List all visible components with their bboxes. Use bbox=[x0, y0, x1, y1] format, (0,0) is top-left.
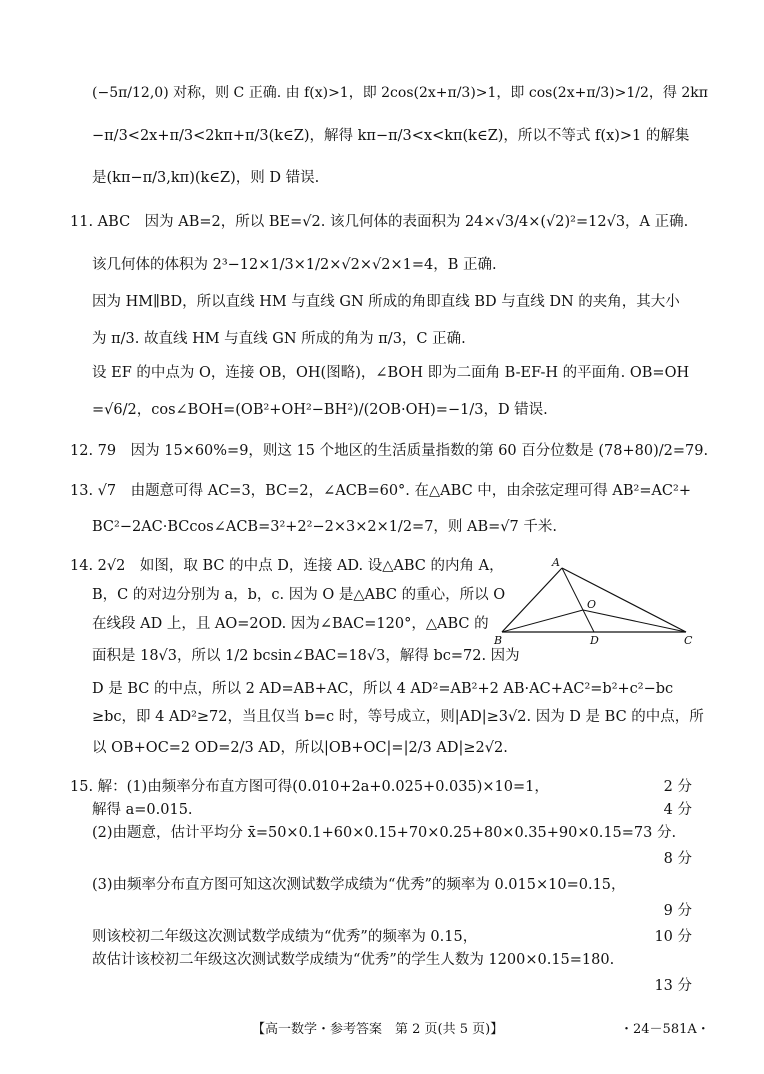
text-line: 在线段 AD 上，且 AO=2OD. 因为∠BAC=120°，△ABC 的 bbox=[92, 616, 489, 632]
text-line: 13. √7 由题意可得 AC=3，BC=2，∠ACB=60°. 在△ABC 中，由余弦定理可得 AB²=AC²+ bbox=[70, 483, 691, 499]
text-line: BC²−2AC·BCcos∠ACB=3²+2²−2×3×2×1/2=7，则 AB=√7 千米. bbox=[92, 519, 557, 535]
edge-ac bbox=[562, 568, 686, 632]
footer-code: ・24－581A・ bbox=[620, 1022, 710, 1037]
score-mark: 8 分 bbox=[663, 851, 692, 867]
score-mark: 2 分 bbox=[663, 779, 692, 795]
text-line: 以 OB+OC=2 OD=2/3 AD，所以|OB+OC|=|2/3 AD|≥2√2. bbox=[92, 740, 508, 756]
text-line: 11. ABC 因为 AB=2，所以 BE=√2. 该几何体的表面积为 24×√3/4×(√2)²=12√3，A 正确. bbox=[70, 214, 689, 230]
text-line: 该几何体的体积为 2³−12×1/3×1/2×√2×√2×1=4，B 正确. bbox=[92, 257, 497, 273]
text-line: B，C 的对边分别为 a，b，c. 因为 O 是△ABC 的重心，所以 O bbox=[92, 587, 506, 603]
text-line: 为 π/3. 故直线 HM 与直线 GN 所成的角为 π/3，C 正确. bbox=[92, 331, 466, 347]
score-mark: 9 分 bbox=[663, 903, 692, 919]
score-mark: 10 分 bbox=[654, 929, 692, 945]
label-d: D bbox=[590, 634, 599, 647]
text-line: (3)由频率分布直方图可知这次测试数学成绩为“优秀”的频率为 0.015×10=0.15， bbox=[92, 877, 626, 893]
segment-oc bbox=[583, 610, 686, 632]
text-line: 14. 2√2 如图，取 BC 的中点 D，连接 AD. 设△ABC 的内角 A， bbox=[70, 558, 504, 574]
text-line: 故估计该校初二年级这次测试数学成绩为“优秀”的学生人数为 1200×0.15=180. bbox=[92, 952, 615, 968]
text-line: (2)由题意，估计平均分 x̄=50×0.1+60×0.15+70×0.25+80×0.35+90×0.15=73 分. bbox=[92, 825, 677, 841]
label-a: A bbox=[552, 556, 560, 569]
text-line: 设 EF 的中点为 O，连接 OB，OH(图略)，∠BOH 即为二面角 B-EF-H 的平面角. OB=OH bbox=[92, 365, 690, 381]
edge-ab bbox=[502, 568, 562, 632]
text-line: −π/3<2x+π/3<2kπ+π/3(k∈Z)，解得 kπ−π/3<x<kπ(k∈Z)，所以不等式 f(x)>1 的解集 bbox=[92, 128, 690, 144]
text-line: 解得 a=0.015. bbox=[92, 802, 193, 818]
triangle-diagram bbox=[490, 556, 700, 648]
text-line: 则该校初二年级这次测试数学成绩为“优秀”的频率为 0.15， bbox=[92, 929, 478, 945]
text-line: 15. 解：(1)由频率分布直方图可得(0.010+2a+0.025+0.035)×10=1， bbox=[70, 779, 549, 795]
label-c: C bbox=[684, 634, 693, 647]
segment-ob bbox=[502, 610, 583, 632]
text-line: ≥bc，即 4 AD²≥72，当且仅当 b=c 时，等号成立，则|AD|≥3√2. 因为 D 是 BC 的中点，所 bbox=[92, 709, 704, 725]
text-line: D 是 BC 的中点，所以 2 AD=AB+AC，所以 4 AD²=AB²+2 AB·AC+AC²=b²+c²−bc bbox=[92, 681, 674, 697]
text-line: 是(kπ−π/3,kπ)(k∈Z)，则 D 错误. bbox=[92, 170, 320, 186]
score-mark: 4 分 bbox=[663, 802, 692, 818]
footer-page-info: 【高一数学・参考答案 第 2 页(共 5 页)】 bbox=[252, 1022, 504, 1037]
text-line: 12. 79 因为 15×60%=9，则这 15 个地区的生活质量指数的第 60 百分位数是 (78+80)/2=79. bbox=[70, 443, 709, 459]
text-line: 因为 HM∥BD，所以直线 HM 与直线 GN 所成的角即直线 BD 与直线 DN 的夹角，其大小 bbox=[92, 294, 680, 310]
score-mark: 13 分 bbox=[654, 978, 692, 994]
text-line: 面积是 18√3，所以 1/2 bcsin∠BAC=18√3，解得 bc=72. 因为 bbox=[92, 648, 520, 664]
text-line: =√6/2，cos∠BOH=(OB²+OH²−BH²)/(2OB·OH)=−1/3，D 错误. bbox=[92, 402, 548, 418]
text-line: (−5π/12,0) 对称，则 C 正确. 由 f(x)>1，即 2cos(2x+π/3)>1，即 cos(2x+π/3)>1/2，得 2kπ bbox=[92, 85, 708, 101]
label-o: O bbox=[587, 598, 597, 611]
label-b: B bbox=[494, 634, 503, 647]
